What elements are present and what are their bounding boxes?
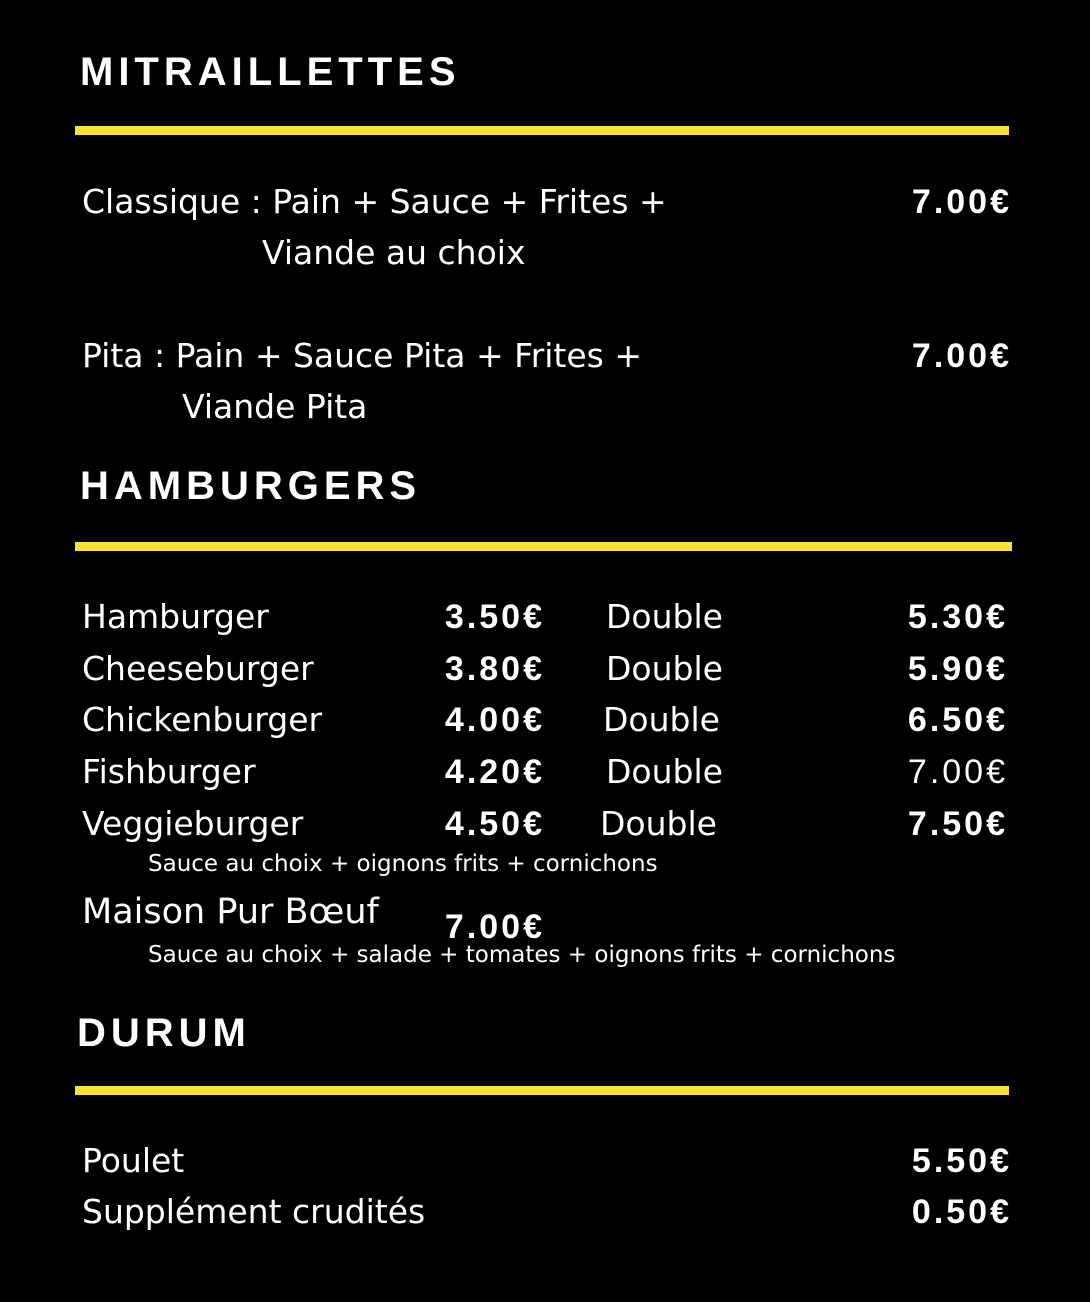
- burger-name: Veggieburger: [82, 804, 304, 843]
- durum-item-name: Supplément crudités: [82, 1192, 426, 1231]
- mitraillette-classique-line1: Classique : Pain + Sauce + Frites +: [82, 182, 667, 221]
- mitraillette-classique-price: 7.00€: [911, 183, 1012, 221]
- section-title-durum: DURUM: [77, 1011, 251, 1055]
- burger-double-price: 7.00€: [907, 753, 1008, 791]
- burger-double-price: 5.30€: [907, 598, 1008, 636]
- section-title-mitraillettes: MITRAILLETTES: [80, 50, 461, 94]
- burger-price: 3.80€: [444, 650, 545, 688]
- burger-double-price: 6.50€: [907, 701, 1008, 739]
- burger-name: Cheeseburger: [82, 649, 314, 688]
- mitraillette-pita-line1: Pita : Pain + Sauce Pita + Frites +: [82, 336, 643, 375]
- burger-price: 4.20€: [444, 753, 545, 791]
- maison-burger-note: Sauce au choix + salade + tomates + oignons frits + cornichons: [148, 942, 896, 968]
- durum-item-name: Poulet: [82, 1141, 185, 1180]
- burger-double-label: Double: [603, 700, 720, 739]
- burger-note: Sauce au choix + oignons frits + cornichons: [148, 851, 658, 877]
- section-title-hamburgers: HAMBURGERS: [80, 464, 422, 508]
- section-divider: [75, 1086, 1009, 1095]
- durum-item-price: 5.50€: [911, 1142, 1012, 1180]
- burger-double-label: Double: [606, 597, 723, 636]
- burger-price: 4.50€: [444, 805, 545, 843]
- burger-double-label: Double: [606, 752, 723, 791]
- section-divider: [75, 126, 1009, 135]
- mitraillette-pita-line2: Viande Pita: [182, 387, 368, 426]
- maison-burger-name: Maison Pur Bœuf: [82, 892, 379, 932]
- durum-item-price: 0.50€: [911, 1193, 1012, 1231]
- burger-name: Fishburger: [82, 752, 256, 791]
- burger-price: 3.50€: [444, 598, 545, 636]
- burger-double-label: Double: [606, 649, 723, 688]
- mitraillette-pita-price: 7.00€: [911, 337, 1012, 375]
- section-divider: [75, 542, 1012, 551]
- maison-burger-price: 7.00€: [444, 908, 545, 946]
- burger-name: Hamburger: [82, 597, 269, 636]
- burger-double-price: 7.50€: [907, 805, 1008, 843]
- mitraillette-classique-line2: Viande au choix: [262, 233, 526, 272]
- burger-double-price: 5.90€: [907, 650, 1008, 688]
- burger-double-label: Double: [600, 804, 717, 843]
- burger-name: Chickenburger: [82, 700, 323, 739]
- burger-price: 4.00€: [444, 701, 545, 739]
